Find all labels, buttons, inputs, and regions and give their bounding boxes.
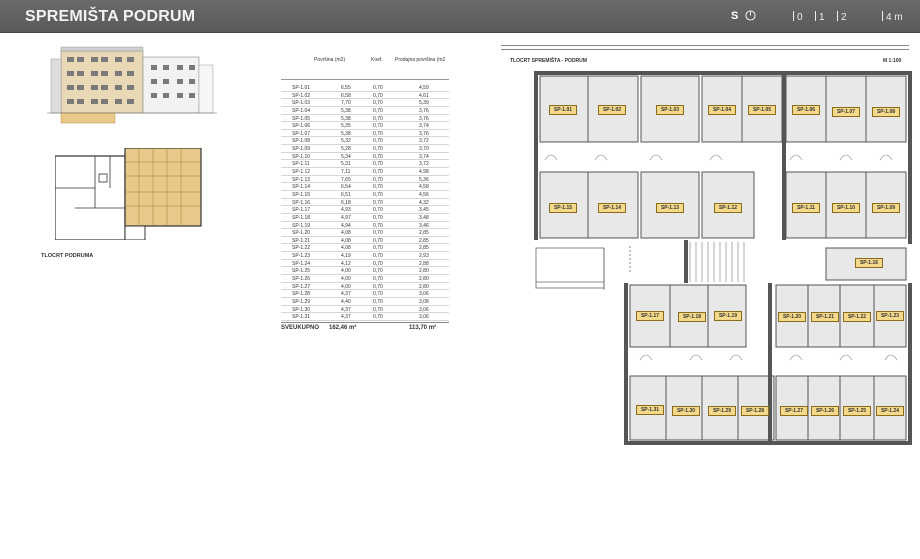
unit-area: 5,38: [341, 107, 351, 114]
unit-sale-area: 2,80: [419, 283, 429, 290]
unit-area: 7,70: [341, 100, 351, 107]
unit-id: SP-1.31: [292, 314, 311, 321]
unit-id: SP-1.06: [292, 123, 311, 130]
unit-coef: 0,70: [373, 176, 383, 183]
unit-coef: 0,70: [373, 153, 383, 160]
unit-id: SP-1.23: [292, 253, 311, 260]
unit-area: 5,32: [341, 138, 351, 145]
header-sale-area: Prodajna površina (m2: [395, 57, 446, 63]
unit-area: 5,38: [341, 115, 351, 122]
unit-area: 4,93: [341, 207, 351, 214]
unit-label-sp-1-22[interactable]: SP-1.22: [843, 312, 871, 322]
unit-id: SP-1.19: [292, 222, 311, 229]
unit-coef: 0,70: [373, 222, 383, 229]
unit-sale-area: 2,88: [419, 260, 429, 267]
unit-id: SP-1.02: [292, 92, 311, 99]
unit-label-sp-1-04[interactable]: SP-1.04: [708, 105, 736, 115]
unit-coef: 0,70: [373, 214, 383, 221]
unit-label-sp-1-30[interactable]: SP-1.30: [672, 406, 700, 416]
unit-id: SP-1.10: [292, 153, 311, 160]
unit-sale-area: 3,72: [419, 161, 429, 168]
unit-label-sp-1-01[interactable]: SP-1.01: [549, 105, 577, 115]
unit-sale-area: 3,76: [419, 107, 429, 114]
unit-sale-area: 2,93: [419, 253, 429, 260]
unit-label-sp-1-07[interactable]: SP-1.07: [832, 107, 860, 117]
mini-plan-label: TLOCRT PODRUMA: [41, 253, 94, 259]
unit-coef: 0,70: [373, 184, 383, 191]
unit-id: SP-1.17: [292, 207, 311, 214]
header-coef: Koef.: [371, 57, 383, 63]
page-title: SPREMIŠTA PODRUM: [25, 8, 196, 25]
total-label: SVEUKUPNO: [281, 324, 320, 331]
unit-id: SP-1.25: [292, 268, 311, 275]
unit-id: SP-1.30: [292, 306, 311, 313]
unit-area: 4,08: [341, 237, 351, 244]
unit-label-sp-1-11[interactable]: SP-1.11: [792, 203, 820, 213]
unit-sale-area: 4,56: [419, 191, 429, 198]
unit-id: SP-1.03: [292, 100, 311, 107]
unit-area: 4,40: [341, 298, 351, 305]
unit-coef: 0,70: [373, 85, 383, 91]
unit-coef: 0,70: [373, 237, 383, 244]
unit-area: 4,00: [341, 268, 351, 275]
unit-sale-area: 3,74: [419, 153, 429, 160]
unit-sale-area: 4,61: [419, 92, 429, 99]
unit-sale-area: 3,46: [419, 222, 429, 229]
unit-area: 6,58: [341, 92, 351, 99]
header-area: Površina (m2): [314, 57, 346, 63]
unit-id: SP-1.27: [292, 283, 311, 290]
unit-id: SP-1.13: [292, 176, 311, 183]
unit-sale-area: 3,45: [419, 207, 429, 214]
unit-area: 4,37: [341, 314, 351, 321]
unit-coef: 0,70: [373, 276, 383, 283]
unit-id: SP-1.21: [292, 237, 311, 244]
unit-id: SP-1.08: [292, 138, 311, 145]
unit-sale-area: 3,48: [419, 214, 429, 221]
unit-sale-area: 4,32: [419, 199, 429, 206]
unit-area: 5,28: [341, 146, 351, 153]
unit-area: 4,19: [341, 253, 351, 260]
unit-area: 4,00: [341, 283, 351, 290]
plan-scale: M 1:100: [883, 58, 902, 64]
unit-label-sp-1-12[interactable]: SP-1.12: [714, 203, 742, 213]
unit-id: SP-1.24: [292, 260, 311, 267]
unit-area: 7,65: [341, 176, 351, 183]
unit-sale-area: 4,58: [419, 184, 429, 191]
unit-id: SP-1.28: [292, 291, 311, 298]
unit-label-sp-1-21[interactable]: SP-1.21: [811, 312, 839, 322]
unit-id: SP-1.01: [292, 85, 311, 91]
unit-sale-area: 2,80: [419, 268, 429, 275]
unit-area: 6,51: [341, 191, 351, 198]
unit-label-sp-1-27[interactable]: SP-1.27: [780, 406, 808, 416]
unit-sale-area: 5,39: [419, 100, 429, 107]
unit-sale-area: 3,06: [419, 291, 429, 298]
unit-label-sp-1-19[interactable]: SP-1.19: [714, 311, 742, 321]
unit-label-sp-1-17[interactable]: SP-1.17: [636, 311, 664, 321]
unit-label-sp-1-03[interactable]: SP-1.03: [656, 105, 684, 115]
unit-sale-area: 3,06: [419, 314, 429, 321]
unit-coef: 0,70: [373, 107, 383, 114]
unit-sale-area: 5,36: [419, 176, 429, 183]
unit-id: SP-1.12: [292, 169, 311, 176]
unit-sale-area: 3,70: [419, 146, 429, 153]
scale-mark-4: 4 m: [882, 11, 903, 23]
unit-coef: 0,70: [373, 161, 383, 168]
unit-coef: 0,70: [373, 207, 383, 214]
unit-sale-area: 3,06: [419, 306, 429, 313]
unit-area: 5,34: [341, 153, 351, 160]
total-area: 162,46 m²: [329, 324, 357, 331]
unit-sale-area: 3,76: [419, 115, 429, 122]
unit-coef: 0,70: [373, 115, 383, 122]
unit-coef: 0,70: [373, 260, 383, 267]
unit-label-sp-1-08[interactable]: SP-1.08: [872, 107, 900, 117]
unit-coef: 0,70: [373, 146, 383, 153]
unit-id: SP-1.18: [292, 214, 311, 221]
unit-area: 6,55: [341, 85, 351, 91]
unit-id: SP-1.20: [292, 230, 311, 237]
scale-mark-2: 2: [837, 11, 847, 23]
unit-coef: 0,70: [373, 191, 383, 198]
unit-area: 6,18: [341, 199, 351, 206]
unit-sale-area: 3,76: [419, 130, 429, 137]
unit-label-sp-1-10[interactable]: SP-1.10: [832, 203, 860, 213]
unit-label-sp-1-25[interactable]: SP-1.25: [843, 406, 871, 416]
unit-label-sp-1-31[interactable]: SP-1.31: [636, 405, 664, 415]
plan-title: TLOCRT SPREMIŠTA - PODRUM: [510, 58, 587, 64]
unit-sale-area: 4,59: [419, 85, 429, 91]
unit-id: SP-1.07: [292, 130, 311, 137]
unit-label-sp-1-18[interactable]: SP-1.18: [678, 312, 706, 322]
unit-sale-area: 2,85: [419, 245, 429, 252]
unit-coef: 0,70: [373, 245, 383, 252]
unit-coef: 0,70: [373, 283, 383, 290]
unit-sale-area: 2,85: [419, 230, 429, 237]
unit-sale-area: 3,72: [419, 138, 429, 145]
unit-id: SP-1.29: [292, 298, 311, 305]
unit-coef: 0,70: [373, 230, 383, 237]
unit-sale-area: 3,08: [419, 298, 429, 305]
unit-area: 4,37: [341, 306, 351, 313]
unit-label-sp-1-28[interactable]: SP-1.28: [741, 406, 769, 416]
scale-mark-0: 0: [793, 11, 803, 23]
unit-sale-area: 4,98: [419, 169, 429, 176]
total-sale-area: 113,70 m²: [409, 324, 437, 331]
unit-coef: 0,70: [373, 199, 383, 206]
unit-label-sp-1-29[interactable]: SP-1.29: [708, 406, 736, 416]
unit-label-sp-1-13[interactable]: SP-1.13: [656, 203, 684, 213]
unit-area: 4,37: [341, 291, 351, 298]
unit-coef: 0,70: [373, 169, 383, 176]
unit-label-sp-1-24[interactable]: SP-1.24: [876, 406, 904, 416]
unit-area: 4,94: [341, 222, 351, 229]
unit-coef: 0,70: [373, 130, 383, 137]
unit-coef: 0,70: [373, 268, 383, 275]
unit-coef: 0,70: [373, 100, 383, 107]
unit-area: 4,08: [341, 245, 351, 252]
unit-coef: 0,70: [373, 291, 383, 298]
unit-label-sp-1-16[interactable]: SP-1.16: [855, 258, 883, 268]
unit-sale-area: 2,80: [419, 276, 429, 283]
unit-coef: 0,70: [373, 314, 383, 321]
north-label: S: [731, 10, 739, 22]
unit-id: SP-1.26: [292, 276, 311, 283]
unit-label-sp-1-05[interactable]: SP-1.05: [748, 105, 776, 115]
unit-sale-area: 3,74: [419, 123, 429, 130]
unit-area: 5,35: [341, 123, 351, 130]
unit-area: 6,54: [341, 184, 351, 191]
unit-coef: 0,70: [373, 92, 383, 99]
unit-coef: 0,70: [373, 253, 383, 260]
unit-id: SP-1.16: [292, 199, 311, 206]
unit-id: SP-1.04: [292, 107, 311, 114]
unit-id: SP-1.05: [292, 115, 311, 122]
unit-label-sp-1-26[interactable]: SP-1.26: [811, 406, 839, 416]
unit-coef: 0,70: [373, 138, 383, 145]
unit-area: 5,38: [341, 130, 351, 137]
unit-label-sp-1-15[interactable]: SP-1.15: [549, 203, 577, 213]
scale-mark-1: 1: [815, 11, 825, 23]
unit-area: 5,31: [341, 161, 351, 168]
unit-area: 4,97: [341, 214, 351, 221]
unit-label-sp-1-06[interactable]: SP-1.06: [792, 105, 820, 115]
unit-area: 4,00: [341, 276, 351, 283]
unit-coef: 0,70: [373, 123, 383, 130]
unit-id: SP-1.11: [292, 161, 310, 168]
unit-coef: 0,70: [373, 298, 383, 305]
unit-label-sp-1-23[interactable]: SP-1.23: [876, 311, 904, 321]
unit-label-sp-1-02[interactable]: SP-1.02: [598, 105, 626, 115]
unit-id: SP-1.14: [292, 184, 311, 191]
unit-area: 4,08: [341, 230, 351, 237]
unit-label-sp-1-09[interactable]: SP-1.09: [872, 203, 900, 213]
unit-id: SP-1.09: [292, 146, 311, 153]
unit-id: SP-1.22: [292, 245, 311, 252]
unit-id: SP-1.15: [292, 191, 311, 198]
unit-label-sp-1-14[interactable]: SP-1.14: [598, 203, 626, 213]
unit-coef: 0,70: [373, 306, 383, 313]
unit-area: 4,12: [341, 260, 351, 267]
unit-sale-area: 2,85: [419, 237, 429, 244]
unit-area: 7,11: [341, 169, 351, 176]
unit-label-sp-1-20[interactable]: SP-1.20: [778, 312, 806, 322]
